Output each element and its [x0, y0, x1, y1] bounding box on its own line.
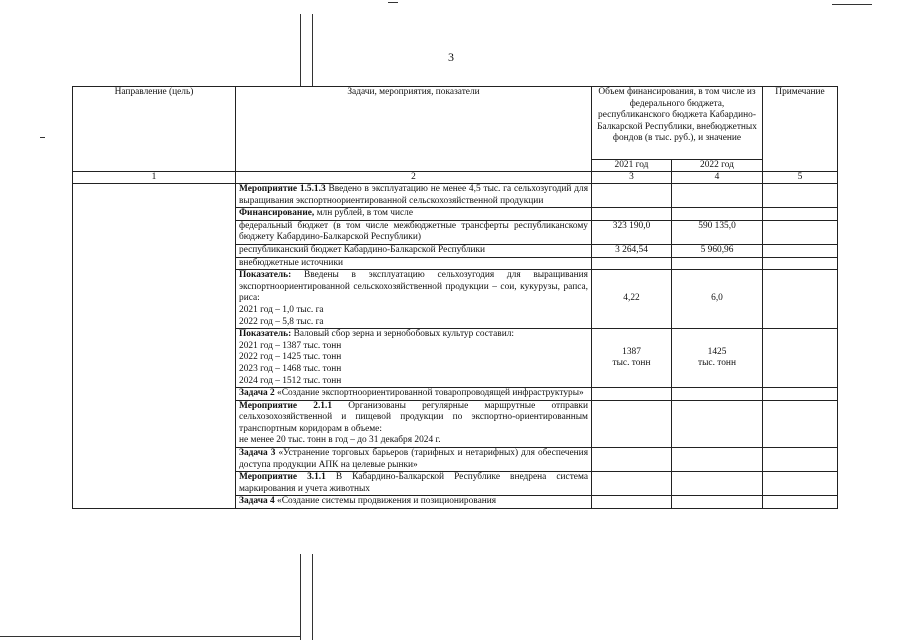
task-cell: внебюджетные источники [236, 257, 592, 270]
value-2022: 6,0 [672, 270, 763, 329]
task-cell: Финансирование, млн рублей, в том числе [236, 208, 592, 221]
note-cell [763, 184, 838, 208]
task-cell: Мероприятие 3.1.1 В Кабардино-Балкарской Республике внедрена система маркирования и учета животных [236, 472, 592, 496]
note-cell [763, 208, 838, 221]
note-cell [763, 220, 838, 244]
table-row [73, 184, 838, 208]
value-2022 [672, 448, 763, 472]
direction-cell [73, 184, 236, 509]
value-2021 [592, 400, 672, 447]
column-numbers-row [73, 172, 838, 184]
value-2022 [672, 208, 763, 221]
task-cell: Задача 2 «Создание экспортноориентированной товаропроводящей инфраструктуры» [236, 388, 592, 401]
scan-fold-line-2 [312, 14, 313, 86]
scan-fold-line-1 [300, 14, 301, 86]
task-cell: Задача 3 «Устранение торговых барьеров (тарифных и нетарифных) для обеспечения доступа продукции АПК на целевые рынки» [236, 448, 592, 472]
value-2021: 3 264,54 [592, 244, 672, 257]
value-2021 [592, 496, 672, 509]
header-year-2021: 2021 год [592, 160, 672, 172]
header-direction: Направление (цель) [73, 87, 236, 172]
value-2021: 323 190,0 [592, 220, 672, 244]
scan-mark-left [40, 137, 45, 138]
header-tasks: Задачи, мероприятия, показатели [236, 87, 592, 172]
value-2022: 590 135,0 [672, 220, 763, 244]
column-number: 4 [672, 172, 763, 184]
value-2021: 4,22 [592, 270, 672, 329]
header-financing: Объем финансирования, в том числе из федерального бюджета, республиканского бюджета Кабардино-Балкарской Республики, внебюджетных фондов (в тыс. руб.), и значение [592, 87, 763, 160]
value-2021 [592, 472, 672, 496]
table-header-row [73, 87, 838, 160]
value-2022 [672, 400, 763, 447]
column-number: 2 [236, 172, 592, 184]
scan-fold-line-4 [312, 554, 313, 640]
column-number: 5 [763, 172, 838, 184]
task-cell: Показатель: Введены в эксплуатацию сельхозугодия для выращивания экспортноориентированной сельскохозяйственной продукции – сои, кукурузы, рапса, риса: 2021 год – 1,0 тыс. га 2022 год – 5,8 тыс. га [236, 270, 592, 329]
task-cell: Показатель: Валовый сбор зерна и зернобобовых культур составил: 2021 год – 1387 тыс. тонн 2022 год – 1425 тыс. тонн 2023 год – 1468 тыс. тонн 2024 год – 1512 тыс. тонн [236, 329, 592, 388]
task-cell: Мероприятие 1.5.1.3 Введено в эксплуатацию не менее 4,5 тыс. га сельхозугодий для выращивания экспортноориентированной сельскохозяйственной продукции [236, 184, 592, 208]
note-cell [763, 257, 838, 270]
header-year-2022: 2022 год [672, 160, 763, 172]
value-2022 [672, 184, 763, 208]
value-2022 [672, 388, 763, 401]
task-cell: Мероприятие 2.1.1 Организованы регулярные маршрутные отправки сельхозохозяйственной и пищевой продукции по экспортно-ориентированным транспортным коридорам в объеме: не менее 20 тыс. тонн в год – до 31 декабря 2024 г. [236, 400, 592, 447]
note-cell [763, 400, 838, 447]
task-cell: республиканский бюджет Кабардино-Балкарской Республики [236, 244, 592, 257]
scan-mark-top [388, 2, 398, 3]
value-2021 [592, 208, 672, 221]
value-2022 [672, 472, 763, 496]
page-number: 3 [448, 50, 454, 64]
scan-bottom-line [0, 636, 300, 637]
header-note: Примечание [763, 87, 838, 172]
note-cell [763, 329, 838, 388]
value-2022: 1425 тыс. тонн [672, 329, 763, 388]
note-cell [763, 496, 838, 509]
program-table [72, 86, 838, 509]
note-cell [763, 448, 838, 472]
note-cell [763, 270, 838, 329]
value-2021: 1387 тыс. тонн [592, 329, 672, 388]
value-2021 [592, 184, 672, 208]
task-cell: федеральный бюджет (в том числе межбюджетные трансферты республиканскому бюджету Кабардино-Балкарской Республики) [236, 220, 592, 244]
task-cell: Задача 4 «Создание системы продвижения и позиционирования [236, 496, 592, 509]
value-2021 [592, 388, 672, 401]
value-2022 [672, 257, 763, 270]
note-cell [763, 244, 838, 257]
column-number: 1 [73, 172, 236, 184]
column-number: 3 [592, 172, 672, 184]
value-2021 [592, 448, 672, 472]
note-cell [763, 388, 838, 401]
note-cell [763, 472, 838, 496]
scan-mark-top-right [832, 4, 872, 5]
scan-fold-line-3 [300, 554, 301, 640]
value-2022: 5 960,96 [672, 244, 763, 257]
value-2021 [592, 257, 672, 270]
value-2022 [672, 496, 763, 509]
